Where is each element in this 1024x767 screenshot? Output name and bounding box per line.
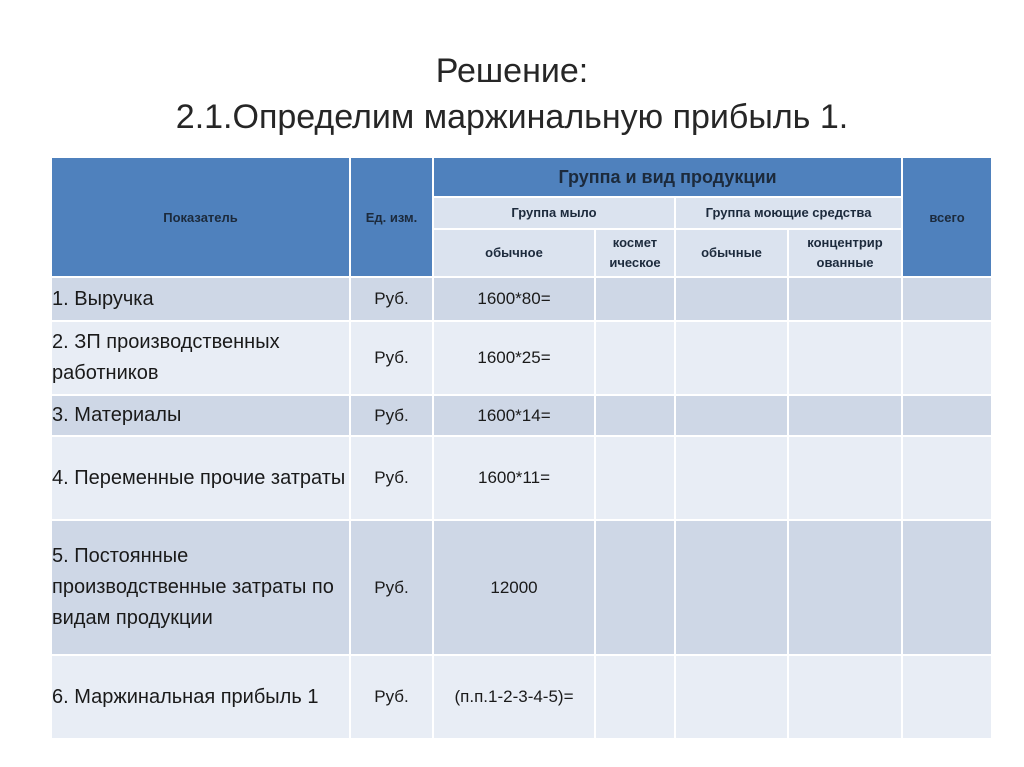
row-cell — [902, 277, 992, 321]
row-soap-regular: 1600*80= — [433, 277, 595, 321]
row-cell — [675, 655, 788, 739]
header-det-regular: обычные — [675, 229, 788, 277]
row-cell — [902, 436, 992, 520]
row-cell — [788, 395, 902, 436]
row-cell — [902, 321, 992, 395]
row-cell — [675, 395, 788, 436]
row-name: 5. Постоянные производственные затраты по видам продукции — [51, 520, 350, 655]
row-cell — [902, 395, 992, 436]
header-unit: Ед. изм. — [350, 157, 433, 277]
row-cell — [595, 321, 675, 395]
row-name: 4. Переменные прочие затраты — [51, 436, 350, 520]
header-det-concentrated: концентрир ованные — [788, 229, 902, 277]
row-cell — [595, 436, 675, 520]
header-indicator: Показатель — [51, 157, 350, 277]
page-title — [0, 48, 1024, 140]
row-name: 1. Выручка — [51, 277, 350, 321]
row-cell — [788, 321, 902, 395]
table-row — [51, 520, 992, 655]
row-unit: Руб. — [350, 520, 433, 655]
header-group-detergents: Группа моющие средства — [675, 197, 902, 229]
row-cell — [595, 520, 675, 655]
row-unit: Руб. — [350, 321, 433, 395]
row-cell — [788, 436, 902, 520]
row-soap-regular: (п.п.1-2-3-4-5)= — [433, 655, 595, 739]
row-cell — [902, 520, 992, 655]
row-unit: Руб. — [350, 655, 433, 739]
row-cell — [675, 436, 788, 520]
row-cell — [595, 277, 675, 321]
row-soap-regular: 12000 — [433, 520, 595, 655]
row-cell — [675, 321, 788, 395]
header-soap-regular: обычное — [433, 229, 595, 277]
row-soap-regular: 1600*11= — [433, 436, 595, 520]
title-line-1: Решение: — [435, 52, 589, 90]
table-row — [51, 321, 992, 395]
row-cell — [675, 277, 788, 321]
header-group-soap: Группа мыло — [433, 197, 675, 229]
row-cell — [788, 277, 902, 321]
row-cell — [788, 655, 902, 739]
title-line-2: 2.1.Определим маржинальную прибыль 1. — [175, 98, 849, 136]
row-name: 6. Маржинальная прибыль 1 — [51, 655, 350, 739]
table-row — [51, 436, 992, 520]
row-unit: Руб. — [350, 277, 433, 321]
header-soap-cosmetic: космет ическое — [595, 229, 675, 277]
row-cell — [595, 395, 675, 436]
row-cell — [788, 520, 902, 655]
row-unit: Руб. — [350, 436, 433, 520]
margin-profit-table — [50, 156, 993, 740]
row-name: 3. Материалы — [51, 395, 350, 436]
row-name: 2. ЗП производственных работников — [51, 321, 350, 395]
row-cell — [902, 655, 992, 739]
table-row — [51, 655, 992, 739]
row-soap-regular: 1600*25= — [433, 321, 595, 395]
row-unit: Руб. — [350, 395, 433, 436]
row-cell — [595, 655, 675, 739]
table-row — [51, 395, 992, 436]
table-row — [51, 277, 992, 321]
row-soap-regular: 1600*14= — [433, 395, 595, 436]
row-cell — [675, 520, 788, 655]
header-product-group: Группа и вид продукции — [433, 157, 902, 197]
header-total: всего — [902, 157, 992, 277]
